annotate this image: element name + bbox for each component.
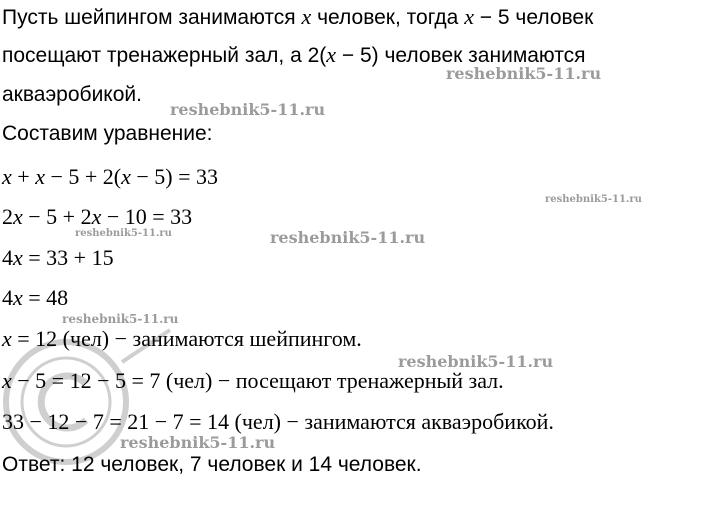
solution-line xyxy=(2,4,593,31)
math-segment: − 5 + 2 xyxy=(22,204,92,229)
variable-x: x xyxy=(35,164,45,189)
equation-line xyxy=(2,164,218,190)
variable-x: x xyxy=(464,4,474,29)
math-segment: 33 − 12 − 7 = 21 − 7 = 14 (чел) − занимаются акваэробикой. xyxy=(2,409,554,434)
math-segment: 2 xyxy=(2,204,13,229)
solution-line xyxy=(2,81,142,108)
math-segment: − 5) = 33 xyxy=(130,164,218,189)
variable-x: x xyxy=(13,245,23,270)
math-segment: 4 xyxy=(2,285,13,310)
text-segment: акваэробикой. xyxy=(2,83,142,106)
watermark: reshebnik5-11.ru xyxy=(545,194,642,205)
equation-line xyxy=(2,409,554,435)
math-segment: − 5 + 2( xyxy=(44,164,122,189)
text-segment: человек, тогда xyxy=(311,6,465,29)
watermark: reshebnik5-11.ru xyxy=(398,352,554,371)
math-segment: + xyxy=(11,164,36,189)
equation-line xyxy=(2,368,504,394)
equation-line xyxy=(2,326,362,352)
variable-x: x xyxy=(2,164,12,189)
watermark: reshebnik5-11.ru xyxy=(120,433,276,452)
equation-line xyxy=(2,245,114,271)
watermark: reshebnik5-11.ru xyxy=(75,228,172,239)
math-segment: = 33 + 15 xyxy=(22,245,114,270)
math-segment: = 48 xyxy=(22,285,69,310)
equation-line xyxy=(2,285,68,311)
variable-x: x xyxy=(301,4,312,29)
math-segment: − 10 = 33 xyxy=(101,204,193,229)
math-segment: = 12 (чел) − занимаются шейпингом. xyxy=(11,326,362,351)
variable-x: x xyxy=(326,42,337,67)
math-segment: 4 xyxy=(2,245,13,270)
variable-x: x xyxy=(13,204,23,229)
variable-x: x xyxy=(13,285,23,310)
text-segment: посещают тренажерный зал, а 2( xyxy=(2,44,327,67)
solution-line xyxy=(2,120,212,147)
watermark: reshebnik5-11.ru xyxy=(446,64,602,83)
equation-line xyxy=(2,204,192,230)
variable-x: x xyxy=(121,164,131,189)
math-segment: − 5 = 12 − 5 = 7 (чел) − посещают тренажерный зал. xyxy=(11,368,504,393)
text-segment: Составим уравнение: xyxy=(2,122,213,145)
text-segment: − 5) человек занимаются xyxy=(336,44,586,67)
watermark: reshebnik5-11.ru xyxy=(62,312,179,326)
answer-line xyxy=(2,451,422,478)
variable-x: x xyxy=(2,368,12,393)
variable-x: x xyxy=(2,326,12,351)
variable-x: x xyxy=(91,204,102,229)
watermark: reshebnik5-11.ru xyxy=(170,100,326,119)
watermark: reshebnik5-11.ru xyxy=(270,228,426,247)
answer-text: Ответ: 12 человек, 7 человек и 14 человек. xyxy=(2,453,422,476)
text-segment: − 5 человек xyxy=(473,6,594,29)
text-segment: Пусть шейпингом занимаются xyxy=(2,6,302,29)
